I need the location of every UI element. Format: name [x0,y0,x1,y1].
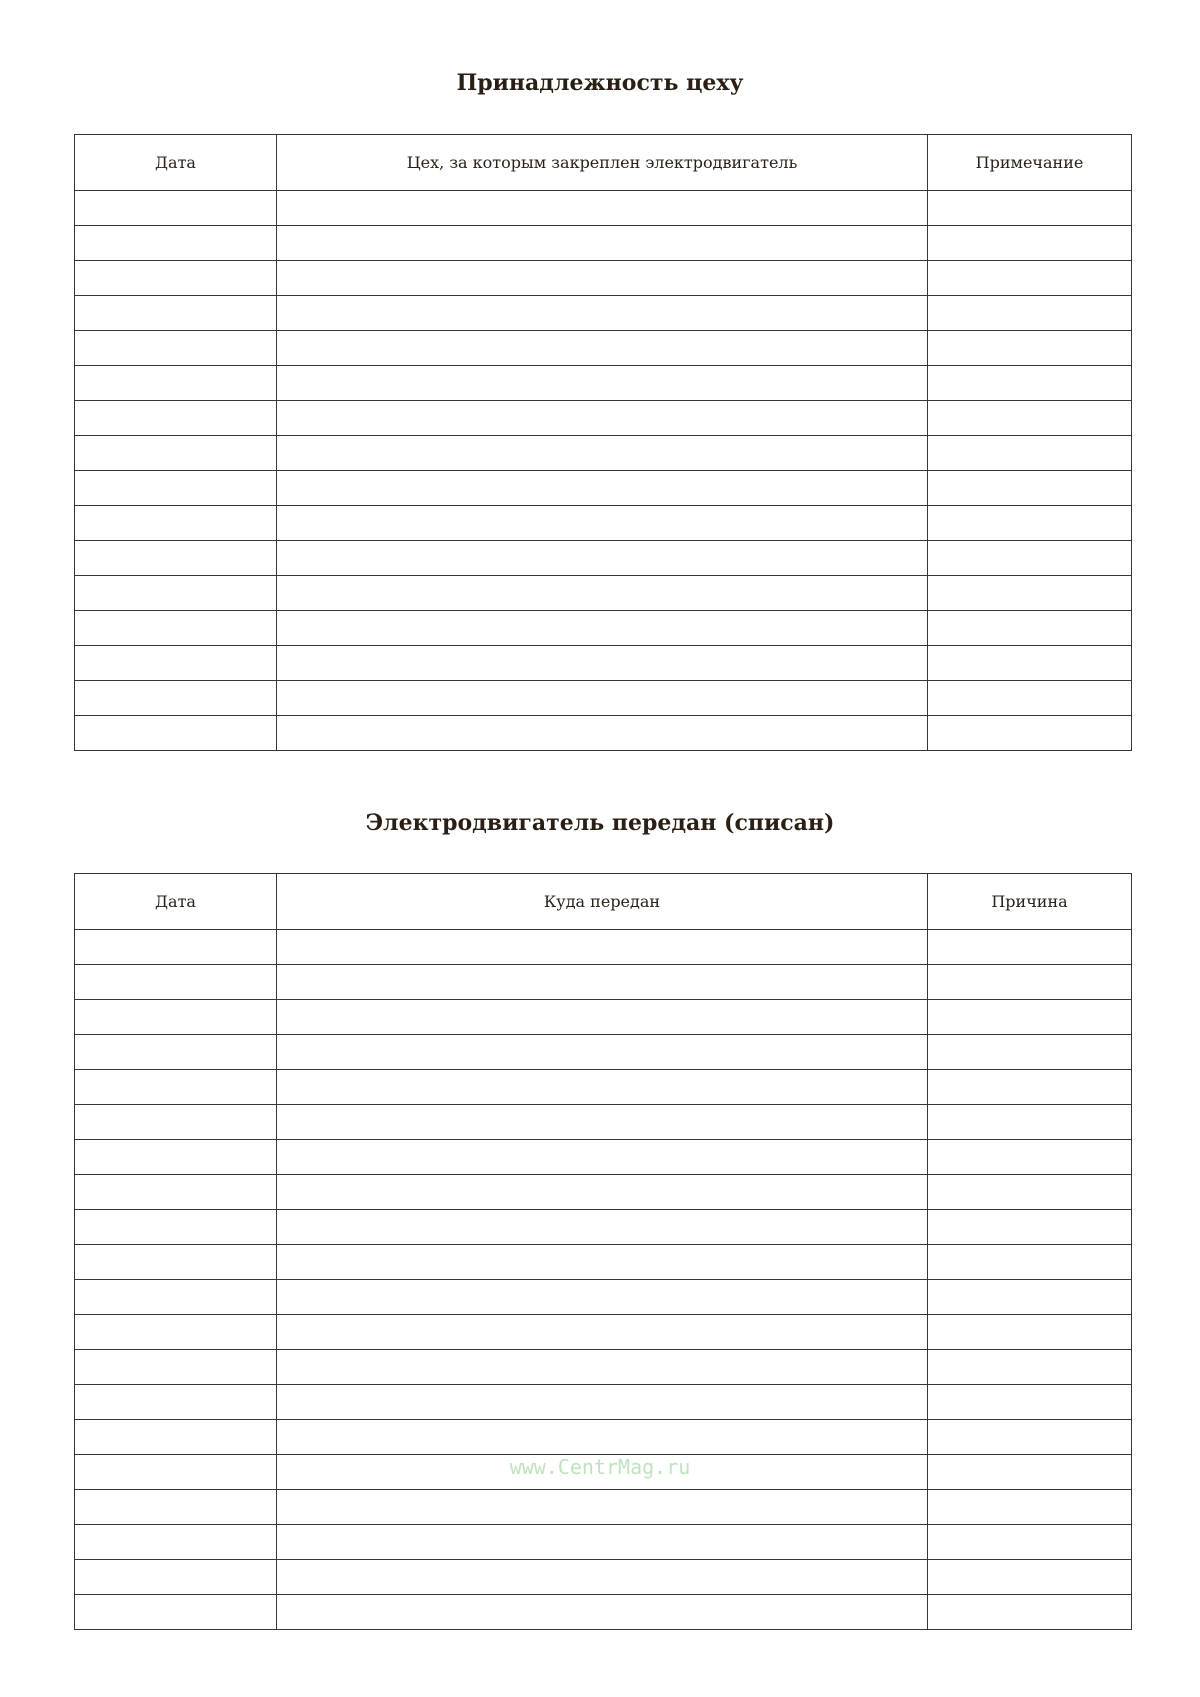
table-cell[interactable] [277,471,928,506]
table-cell[interactable] [928,541,1132,576]
table-cell[interactable] [928,296,1132,331]
table-row [75,401,1132,436]
header-workshop: Цех, за которым закреплен электродвигатель [277,135,928,191]
table-row [75,576,1132,611]
table-cell[interactable] [277,1175,928,1210]
table-row [75,1490,1132,1525]
table-cell[interactable] [75,1420,277,1455]
table-row [75,1070,1132,1105]
table-cell[interactable] [277,1350,928,1385]
table-cell[interactable] [928,1420,1132,1455]
header-reason: Причина [928,874,1132,930]
table-row [75,1525,1132,1560]
table-cell[interactable] [277,1000,928,1035]
table-cell[interactable] [75,1525,277,1560]
table-cell[interactable] [928,1175,1132,1210]
table-row [75,506,1132,541]
table-row [75,1280,1132,1315]
table-row [75,681,1132,716]
table-cell[interactable] [277,331,928,366]
table-cell[interactable] [277,1035,928,1070]
table-cell[interactable] [928,1560,1132,1595]
table-row [75,366,1132,401]
table-cell[interactable] [75,296,277,331]
table-cell[interactable] [75,401,277,436]
table-cell[interactable] [277,541,928,576]
table-cell[interactable] [75,1210,277,1245]
table-row [75,611,1132,646]
table-cell[interactable] [928,401,1132,436]
table-cell[interactable] [75,226,277,261]
table-row [75,1350,1132,1385]
table-cell[interactable] [928,1000,1132,1035]
table-row [75,471,1132,506]
table-cell[interactable] [928,1595,1132,1630]
table-cell[interactable] [75,681,277,716]
table-cell[interactable] [277,1420,928,1455]
table-cell[interactable] [928,1525,1132,1560]
table-cell[interactable] [928,436,1132,471]
table-cell[interactable] [277,1490,928,1525]
table-cell[interactable] [75,1070,277,1105]
table-cell[interactable] [928,506,1132,541]
table-row [75,646,1132,681]
table-row [75,1000,1132,1035]
table-cell[interactable] [277,366,928,401]
table-row [75,965,1132,1000]
watermark: www.CentrMag.ru [509,1455,691,1479]
table-cell[interactable] [75,646,277,681]
table-cell[interactable] [75,1385,277,1420]
table-cell[interactable] [928,1280,1132,1315]
table-cell[interactable] [928,930,1132,965]
table-cell[interactable] [277,506,928,541]
table-cell[interactable] [75,436,277,471]
table-cell[interactable] [277,965,928,1000]
table-row [75,226,1132,261]
table-cell[interactable] [928,1035,1132,1070]
table-cell[interactable] [75,576,277,611]
table-header-row [75,135,1132,191]
header-date: Дата [75,135,277,191]
header-destination: Куда передан [277,874,928,930]
table-cell[interactable] [75,331,277,366]
table-cell[interactable] [75,611,277,646]
table-row [75,1560,1132,1595]
table-cell[interactable] [928,646,1132,681]
table-cell[interactable] [75,261,277,296]
table-cell[interactable] [277,1105,928,1140]
table-row [75,1140,1132,1175]
table-cell[interactable] [928,226,1132,261]
table-cell[interactable] [277,1245,928,1280]
table-cell[interactable] [75,1000,277,1035]
table-row [75,1035,1132,1070]
table-cell[interactable] [928,1105,1132,1140]
table-cell[interactable] [277,1525,928,1560]
table-cell[interactable] [928,1315,1132,1350]
table-cell[interactable] [75,191,277,226]
table-cell[interactable] [928,471,1132,506]
workshop-table-body [75,191,1132,751]
transfer-table-body [75,930,1132,1630]
table-row [75,191,1132,226]
table-cell[interactable] [277,296,928,331]
transfer-table [74,873,1132,1630]
table-cell[interactable] [928,366,1132,401]
table-row [75,1595,1132,1630]
table-cell[interactable] [277,930,928,965]
table-row [75,1210,1132,1245]
table-cell[interactable] [277,611,928,646]
table-row [75,1420,1132,1455]
table-cell[interactable] [277,226,928,261]
table-cell[interactable] [277,1315,928,1350]
header-date: Дата [75,874,277,930]
table-cell[interactable] [277,681,928,716]
table-row [75,331,1132,366]
table-cell[interactable] [75,1490,277,1525]
table-row [75,436,1132,471]
table-row [75,716,1132,751]
table-cell[interactable] [277,261,928,296]
table-cell[interactable] [928,576,1132,611]
table-row [75,1175,1132,1210]
table-cell[interactable] [928,611,1132,646]
table-row [75,1105,1132,1140]
table-cell[interactable] [277,716,928,751]
table-row [75,261,1132,296]
table-cell[interactable] [277,1595,928,1630]
table-cell[interactable] [75,1035,277,1070]
table-cell[interactable] [277,1280,928,1315]
table-cell[interactable] [75,716,277,751]
table-cell[interactable] [928,1070,1132,1105]
table-cell[interactable] [277,1070,928,1105]
table-row [75,1315,1132,1350]
table-cell[interactable] [277,401,928,436]
table-cell[interactable] [928,1140,1132,1175]
table-cell[interactable] [928,1350,1132,1385]
table-row [75,1385,1132,1420]
table-cell[interactable] [75,1245,277,1280]
table-cell[interactable] [928,965,1132,1000]
table-cell[interactable] [75,1595,277,1630]
table-row [75,541,1132,576]
table-cell[interactable] [75,930,277,965]
section-title-workshop: Принадлежность цеху [456,70,744,96]
table-cell[interactable] [75,1105,277,1140]
table-cell[interactable] [75,1350,277,1385]
table-cell[interactable] [928,716,1132,751]
table-cell[interactable] [75,965,277,1000]
table-row [75,296,1132,331]
table-cell[interactable] [277,436,928,471]
table-cell[interactable] [277,576,928,611]
table-cell[interactable] [928,1385,1132,1420]
table-cell[interactable] [75,1140,277,1175]
table-row [75,1245,1132,1280]
header-note: Примечание [928,135,1132,191]
table-cell[interactable] [75,1280,277,1315]
table-row [75,930,1132,965]
table-cell[interactable] [928,1245,1132,1280]
table-cell[interactable] [75,506,277,541]
table-cell[interactable] [75,1560,277,1595]
table-cell[interactable] [277,1385,928,1420]
table-header-row [75,874,1132,930]
table-cell[interactable] [928,681,1132,716]
workshop-table [74,134,1132,751]
table-cell[interactable] [928,191,1132,226]
table-cell[interactable] [277,646,928,681]
table-cell[interactable] [75,471,277,506]
section-title-transferred: Электродвигатель передан (списан) [365,810,835,836]
table-cell[interactable] [75,1175,277,1210]
table-cell[interactable] [277,1560,928,1595]
table-cell[interactable] [75,541,277,576]
table-cell[interactable] [928,331,1132,366]
table-cell[interactable] [75,366,277,401]
table-cell[interactable] [277,1210,928,1245]
table-cell[interactable] [277,1140,928,1175]
table-cell[interactable] [928,1210,1132,1245]
table-cell[interactable] [928,1490,1132,1525]
table-cell[interactable] [277,191,928,226]
table-cell[interactable] [928,261,1132,296]
table-cell[interactable] [75,1315,277,1350]
